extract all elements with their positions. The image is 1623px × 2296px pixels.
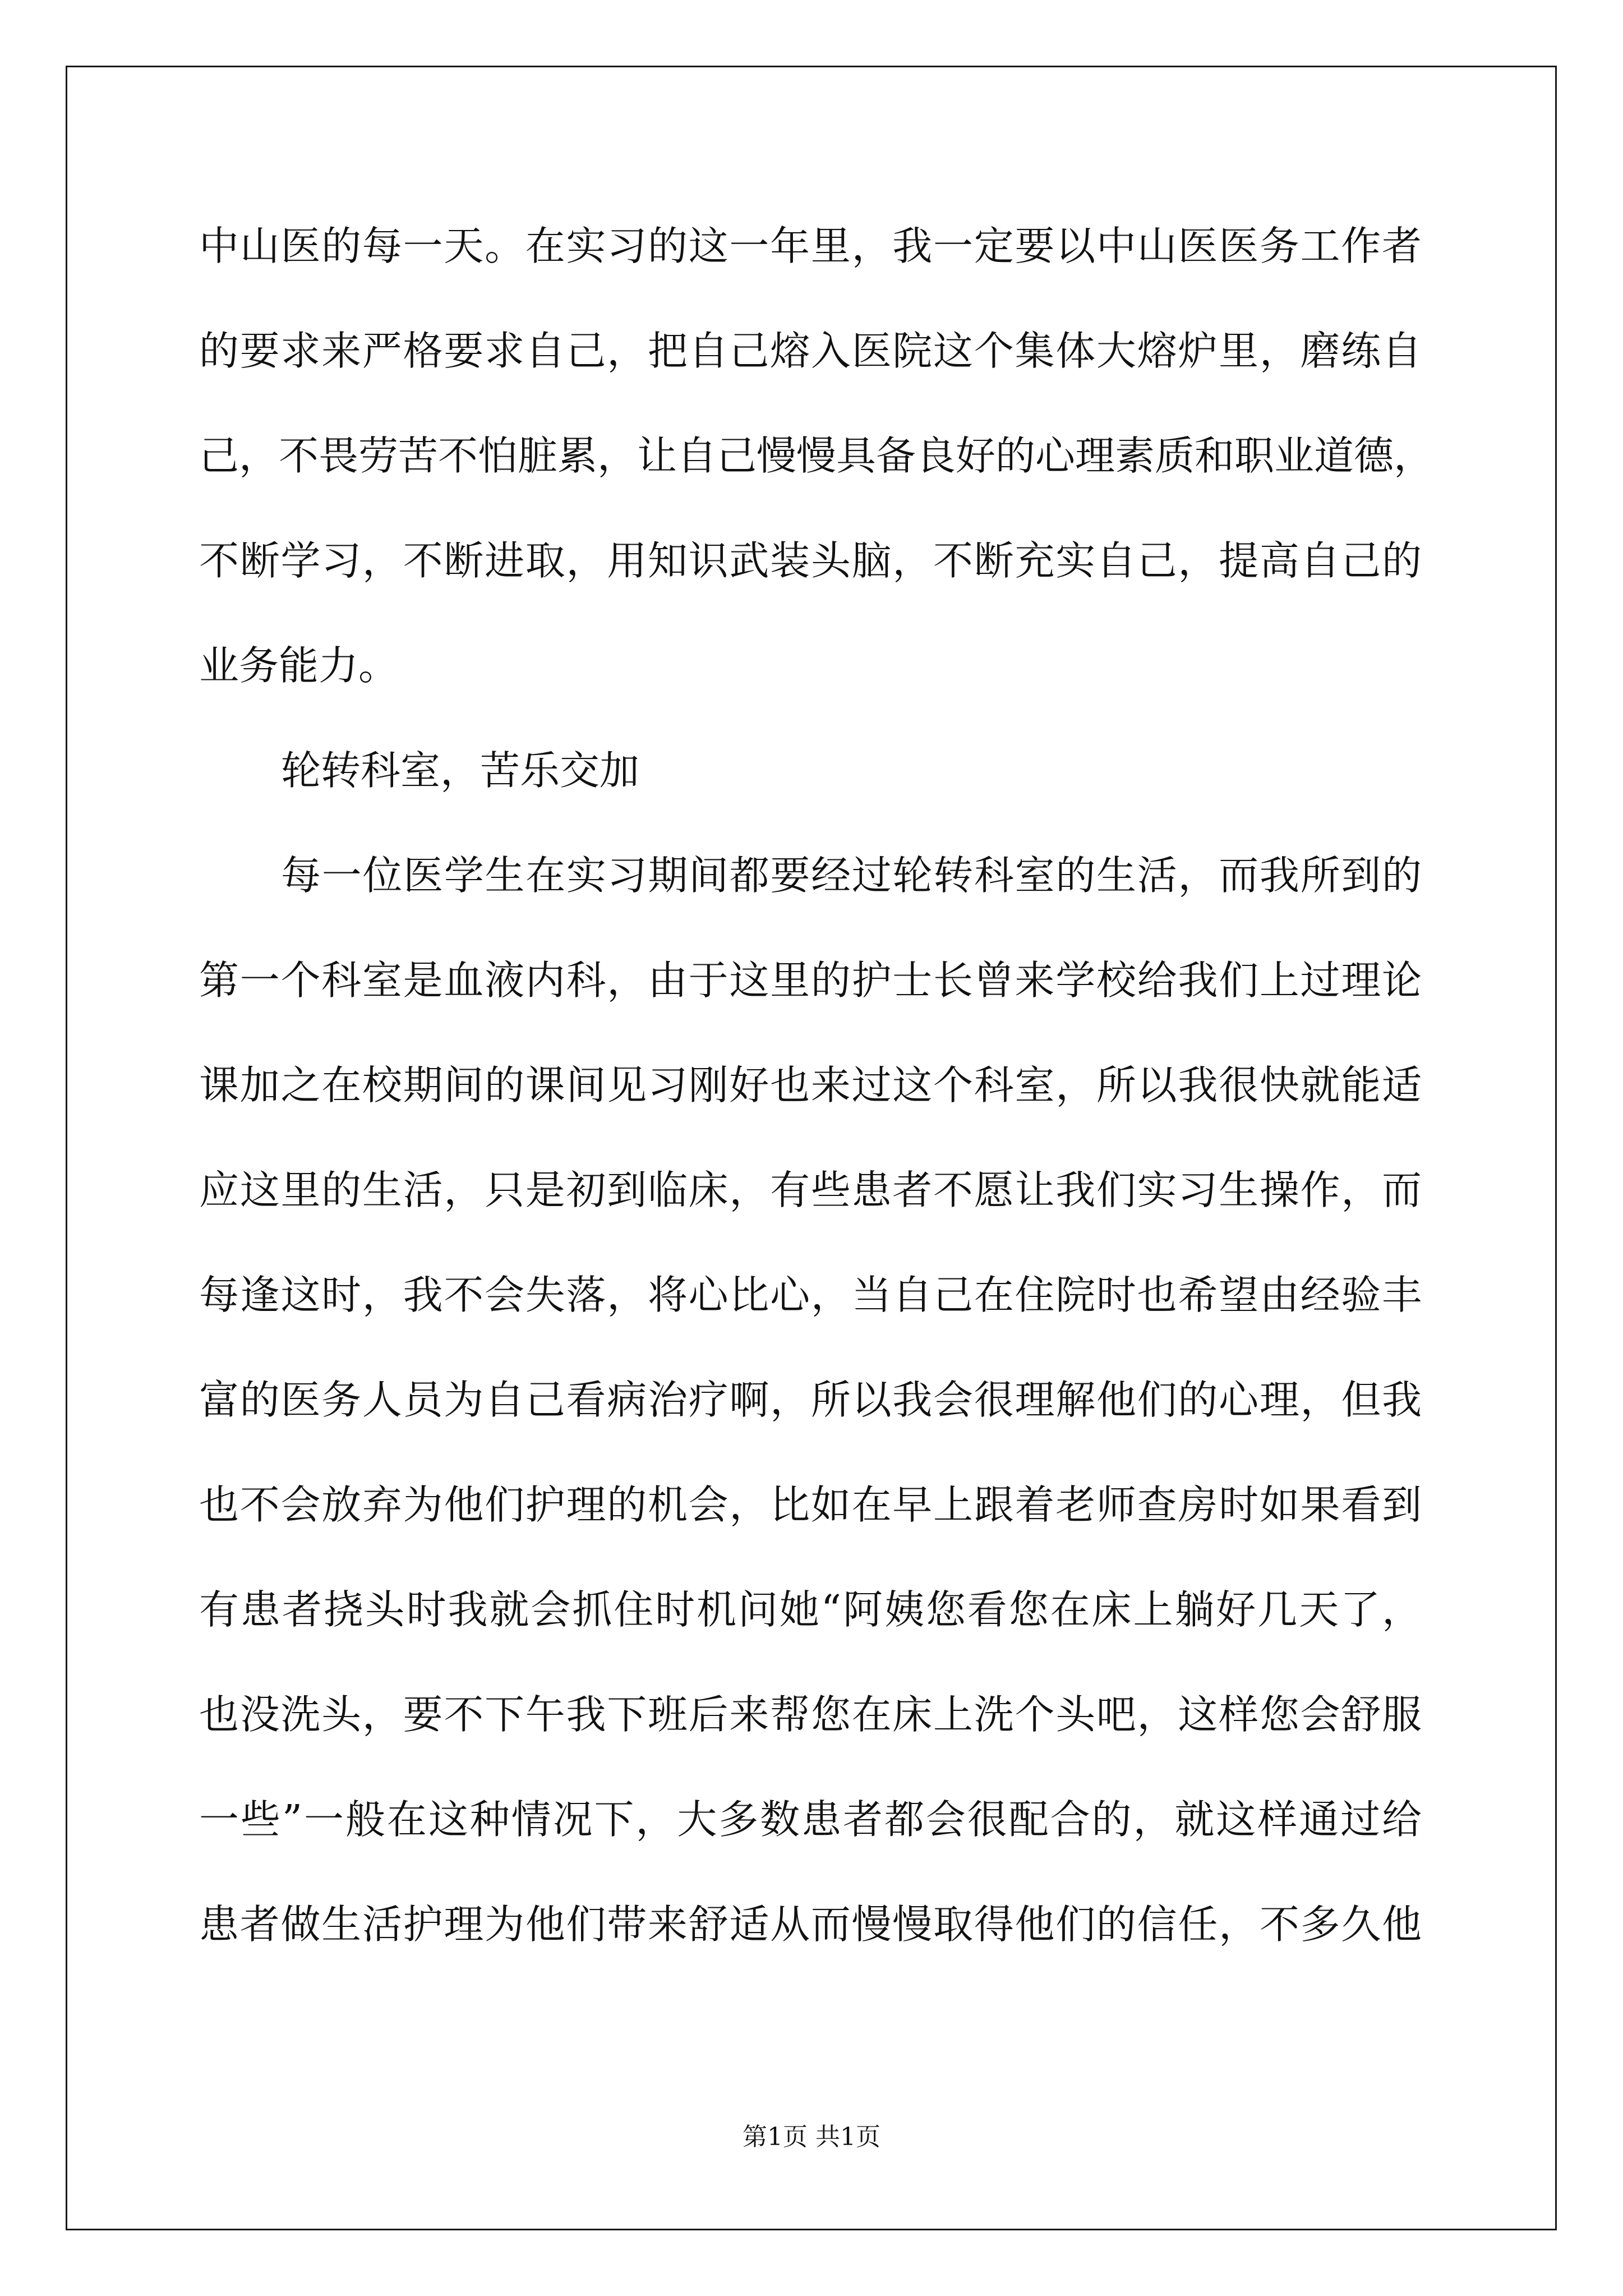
text-line-3: 己，不畏劳苦不怕脏累，让自己慢慢具备良好的心理素质和职业道德， [199, 432, 1434, 479]
text-line-15: 也没洗头，要不下午我下班后来帮您在床上洗个头吧，这样您会舒服 [199, 1691, 1422, 1738]
text-line-4: 不断学习，不断进取，用知识武装头脑，不断充实自己，提高自己的 [199, 537, 1422, 584]
page-number-label: 第1页 共1页 [743, 2123, 880, 2151]
text-line-13: 也不会放弃为他们护理的机会，比如在早上跟着老师查房时如果看到 [199, 1481, 1422, 1528]
text-line-9: 课加之在校期间的课间见习刚好也来过这个科室，所以我很快就能适 [199, 1062, 1422, 1108]
text-line-14: 有患者挠头时我就会抓住时机问她“阿姨您看您在床上躺好几天了， [199, 1586, 1422, 1633]
text-line-12: 富的医务人员为自己看病治疗啊，所以我会很理解他们的心理，但我 [199, 1377, 1422, 1423]
page-footer [0, 2120, 1623, 2154]
text-line-16: 一些”一般在这种情况下，大多数患者都会很配合的，就这样通过给 [199, 1796, 1422, 1843]
text-line-17: 患者做生活护理为他们带来舒适从而慢慢取得他们的信任，不多久他 [199, 1901, 1422, 1948]
section-heading: 轮转科室，苦乐交加 [281, 747, 640, 794]
text-line-8: 第一个科室是血液内科，由于这里的护士长曾来学校给我们上过理论 [199, 957, 1422, 1004]
text-line-5: 业务能力。 [199, 642, 399, 689]
text-line-1: 中山医的每一天。在实习的这一年里，我一定要以中山医医务工作者 [199, 223, 1422, 269]
text-line-2: 的要求来严格要求自己，把自己熔入医院这个集体大熔炉里，磨练自 [199, 328, 1422, 374]
text-line-7: 每一位医学生在实习期间都要经过轮转科室的生活，而我所到的 [281, 852, 1422, 899]
text-line-11: 每逢这时，我不会失落，将心比心，当自己在住院时也希望由经验丰 [199, 1272, 1422, 1318]
text-line-10: 应这里的生活，只是初到临床，有些患者不愿让我们实习生操作，而 [199, 1167, 1422, 1213]
document-body [199, 194, 1434, 1977]
